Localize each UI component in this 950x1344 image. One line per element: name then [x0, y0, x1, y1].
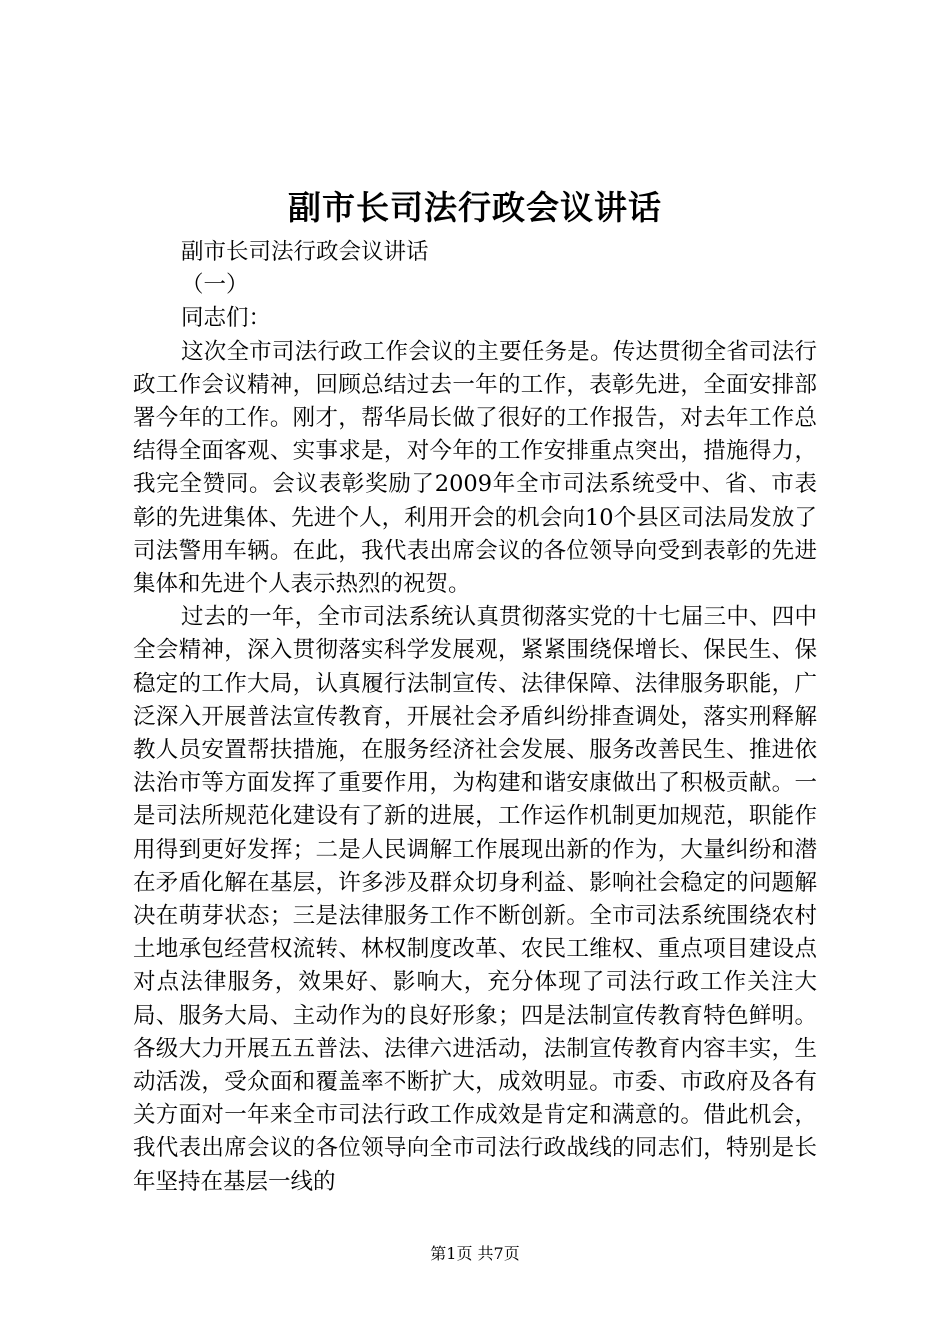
document-body: [133, 236, 817, 1199]
subtitle-line: 副市长司法行政会议讲话: [181, 239, 429, 265]
salutation: 同志们：: [181, 305, 272, 332]
document-title: 副市长司法行政会议讲话: [288, 188, 662, 227]
paragraph-1: 这次全市司法行政工作会议的主要任务是。传达贯彻全省司法行政工作会议精神，回顾总结过去一年的工作，表彰先进，全面安排部署今年的工作。刚才，帮华局长做了很好的工作报告，对去年工作总结得全面客观、实事求是，对今年的工作安排重点突出，措施得力，我完全赞同。会议表彰奖励了2009年全市司法系统受中、省、市表彰的先进集体、先进个人，利用开会的机会向10个县区司法局发放了司法警用车辆。在此，我代表出席会议的各位领导向受到表彰的先进集体和先进个人表示热烈的祝贺。: [133, 338, 817, 598]
section-marker: （一）: [181, 272, 249, 299]
page-number-footer: 第1页 共7页: [430, 1244, 520, 1263]
paragraph-2: 过去的一年，全市司法系统认真贯彻落实党的十七届三中、四中全会精神，深入贯彻落实科学发展观，紧紧围绕保增长、保民生、保稳定的工作大局，认真履行法制宣传、法律保障、法律服务职能，广泛深入开展普法宣传教育，开展社会矛盾纠纷排查调处，落实刑释解教人员安置帮扶措施，在服务经济社会发展、服务改善民生、推进依法治市等方面发挥了重要作用，为构建和谐安康做出了积极贡献。一是司法所规范化建设有了新的进展，工作运作机制更加规范，职能作用得到更好发挥；二是人民调解工作展现出新的作为，大量纠纷和潜在矛盾化解在基层，许多涉及群众切身利益、影响社会稳定的问题解决在萌芽状态；三是法律服务工作不断创新。全市司法系统围绕农村土地承包经营权流转、林权制度改革、农民工维权、重点项目建设点对点法律服务，效果好、影响大，充分体现了司法行政工作关注大局、服务大局、主动作为的良好形象；四是法制宣传教育特色鲜明。各级大力开展五五普法、法律六进活动，法制宣传教育内容丰实，生动活泼，受众面和覆盖率不断扩大，成效明显。市委、市政府及各有关方面对一年来全市司法行政工作成效是肯定和满意的。借此机会，我代表出席会议的各位领导向全市司法行政战线的同志们，特别是长年坚持在基层一线的: [133, 604, 817, 1195]
